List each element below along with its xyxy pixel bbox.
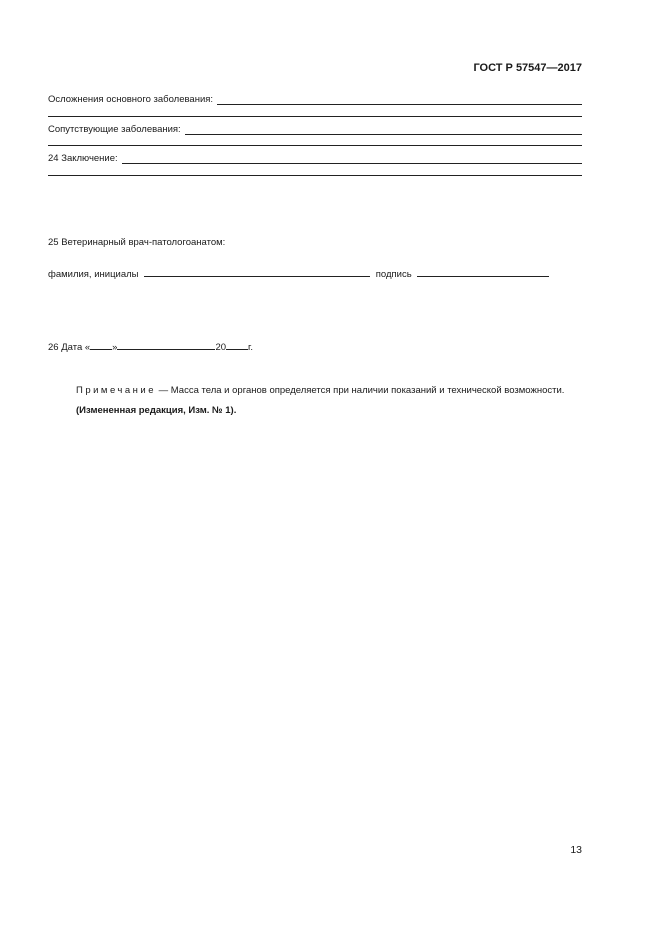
complications-field bbox=[48, 91, 582, 105]
complications-line-2[interactable] bbox=[48, 116, 582, 117]
concomitant-line[interactable] bbox=[185, 124, 582, 135]
note bbox=[76, 385, 564, 396]
complications-label: Осложнения основного заболевания: bbox=[48, 94, 214, 105]
name-line[interactable] bbox=[144, 266, 370, 277]
date-year-prefix: 20 bbox=[215, 342, 227, 353]
vet-pathologist-label: 25 Ветеринарный врач-патологоанатом: bbox=[48, 237, 226, 248]
name-signature-row bbox=[48, 266, 549, 280]
conclusion-line-2[interactable] bbox=[48, 175, 582, 176]
concomitant-field bbox=[48, 121, 582, 135]
concomitant-line-2[interactable] bbox=[48, 145, 582, 146]
conclusion-label: 24 Заключение: bbox=[48, 153, 118, 164]
name-label: фамилия, инициалы bbox=[48, 269, 139, 280]
date-year-suffix: г. bbox=[248, 342, 253, 353]
signature-label: подпись bbox=[375, 269, 412, 280]
page-number: 13 bbox=[570, 844, 582, 856]
date-month-line[interactable] bbox=[117, 339, 215, 350]
date-quote-close: » bbox=[112, 342, 118, 353]
complications-line[interactable] bbox=[217, 94, 582, 105]
revision-note: (Измененная редакция, Изм. № 1). bbox=[76, 405, 237, 416]
conclusion-field bbox=[48, 150, 582, 164]
date-row bbox=[48, 339, 253, 353]
document-number: ГОСТ Р 57547—2017 bbox=[473, 62, 582, 74]
note-text: — Масса тела и органов определяется при наличии показаний и технической возможности. bbox=[156, 385, 565, 396]
concomitant-label: Сопутствующие заболевания: bbox=[48, 124, 181, 135]
signature-line[interactable] bbox=[417, 266, 549, 277]
date-label: 26 Дата « bbox=[48, 342, 91, 353]
date-day-line[interactable] bbox=[90, 339, 112, 350]
date-year-line[interactable] bbox=[226, 339, 248, 350]
note-label: Примечание bbox=[76, 385, 156, 396]
conclusion-line[interactable] bbox=[122, 153, 582, 164]
